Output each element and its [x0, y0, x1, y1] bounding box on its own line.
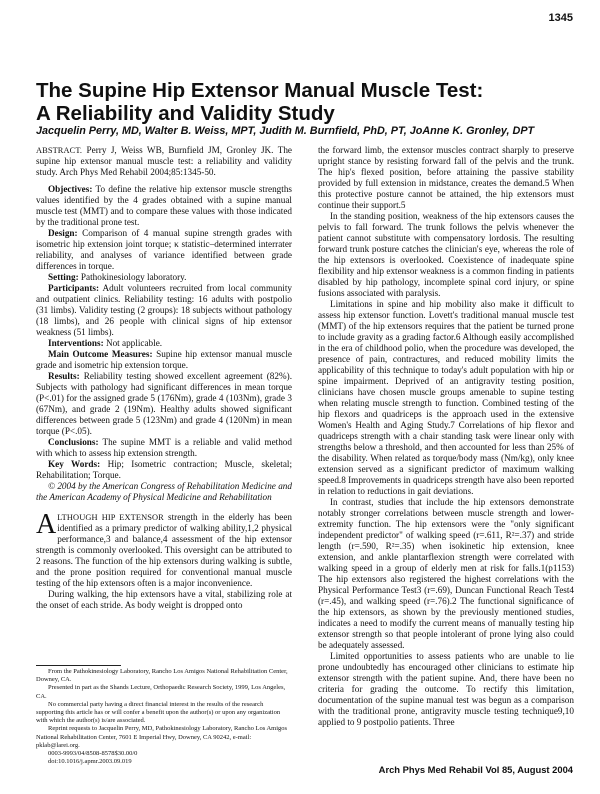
footnote-presented: Presented in part as the Shands Lecture, Orthopaedic Research Society, 1999, Los Angeles, CA. [36, 684, 286, 700]
body-paragraph-4: In contrast, studies that include the hip extensors demonstrate notably stronger correlations between muscle strength and lower-extremity function. The hip extensors were the "only significant independent predictor" of walking speed (r=.611, R²=.37) and stride length (r=.590, R²=.35) when isokinetic hip extension, knee extension, and ankle plantarflexion strength were correlated with walking speed in a group of elderly men at risk for falls.1(p1153) The hip extensors also registered the highest correlations with the Physical Performance Test3 (r=.69), Duncan Functional Reach Test4 (r=.45), and walking speed (r=.76).2 The functional significance of the hip extensors, as shown by the previously mentioned studies, indicates a need to modify the current means of manually testing hip extensor strength so that people intolerant of prone lying also could be adequately assessed. [318, 497, 574, 650]
footnote-affiliation: From the Pathokinesiology Laboratory, Rancho Los Amigos National Rehabilitation Center, Downey, CA. [36, 668, 288, 684]
abstract-citation: ABSTRACT. Perry J, Weiss WB, Burnfield JM, Gronley JK. The supine hip extensor manual muscle test: a reliability and validity study. Arch Phys Med Rehabil 2004;85:1345-50. [36, 145, 292, 177]
intro-paragraph-2: During walking, the hip extensors have a vital, stabilizing role at the onset of each stride. As body weight is dropped onto [36, 589, 292, 610]
abstract-results: Results: Reliability testing showed excellent agreement (82%). Subjects with pathology had significant differences in mean torque (P<.01) for the assigned grade 5 (176Nm), grade 4 (103Nm), grade 3 (67Nm), and grade 2 (19Nm). Healthy adults showed significant differences between grade 5 (123Nm) and grade 4 (120Nm) in mean torque (P<.05). [36, 371, 293, 436]
page-number: 1345 [548, 12, 573, 24]
journal-footer: Arch Phys Med Rehabil Vol 85, August 2004 [378, 764, 573, 775]
left-column [36, 145, 292, 611]
drop-cap: A [36, 509, 57, 540]
right-column [318, 145, 574, 728]
abstract-conclusions: Conclusions: The supine MMT is a reliable and valid method with which to assess hip extension strength. [36, 437, 292, 458]
footnote-divider [36, 665, 121, 666]
author-list: Jacquelin Perry, MD, Walter B. Weiss, MPT, Judith M. Burnfield, PhD, PT, JoAnne K. Gronley, DPT [36, 125, 535, 137]
article-title [36, 79, 576, 125]
abstract-objectives: Objectives: To define the relative hip extensor muscle strengths values identified by the 4 grades obtained with a supine manual muscle test (MMT) and to compare these values with those indicated by the traditional prone test. [36, 184, 292, 227]
title-line-2: A Reliability and Validity Study [36, 102, 335, 125]
abstract-design: Design: Comparison of 4 manual supine strength grades with isometric hip extension joint torque; κ statistic–determined interrater reliability, and analyses of variance identified between grade differences in torque. [36, 228, 293, 271]
abstract-participants: Participants: Adult volunteers recruited from local community and outpatient clinics. Reliability testing: 16 adults with postpolio (31 limbs). Validity testing (2 groups): 18 subjects without pathology (18 limbs), and 26 people with clinical signs of hip extensor weakness (51 limbs). [36, 283, 292, 337]
abstract-outcome-measures: Main Outcome Measures: Supine hip extensor manual muscle grade and isometric hip extension torque. [36, 349, 292, 370]
body-paragraph-1: the forward limb, the extensor muscles contract sharply to preserve upright stance by resisting forward fall of the pelvis and the trunk. The hip's flexed position, before attaining the passive stability provided by full extension in midstance, creates the demand.5 When this protective posture cannot be attained, the hip extensors must continue their support.5 [318, 145, 574, 210]
body-paragraph-2: In the standing position, weakness of the hip extensors causes the pelvis to fall forward. The trunk follows the pelvis whenever the patient cannot substitute with compensatory lordosis. The resulting forward trunk posture catches the clinician's eye, whereas the role of the hip extensors is overlooked. Coexistence of inadequate spine flexibility and hip extensor weakness is a common finding in patients disabled by hip pathology, incomplete spinal cord injury, or spine fusions associated with paralysis. [318, 211, 574, 298]
body-paragraph-5: Limited opportunities to assess patients who are unable to lie prone undoubtedly has encouraged other clinicians to estimate hip extensor strength with the patient supine. And, there have been no criteria for grading the outcome. To rectify this limitation, documentation of the supine manual test was begun as a comparison with the traditional prone, antigravity muscle testing technique9,10 applied to 9 postpolio patients. Three [318, 651, 574, 727]
copyright-notice: © 2004 by the American Congress of Rehabilitation Medicine and the American Academy of Physical Medicine and Rehabilitation [36, 481, 292, 502]
abstract-keywords: Key Words: Hip; Isometric contraction; Muscle, skeletal; Rehabilitation; Torque. [36, 459, 293, 480]
intro-paragraph-1: ALTHOUGH HIP EXTENSOR strength in the elderly has been identified as a primary predictor of walking ability,1,2 physical performance,3 and balance,4 assessment of the hip extensor strength is commonly overlooked. This oversight can be attributed to 2 reasons. The function of the hip extensors during walking is subtle, and the prone position required for conventional manual muscle testing of the hip extensors often is a major inconvenience. [36, 509, 293, 588]
body-paragraph-3: Limitations in spine and hip mobility also make it difficult to assess hip extensor function. Lovett's traditional manual muscle test (MMT) of the hip extensors requires that the patient be turned prone to include gravity as a grading factor.6 Although easily accomplished in the era of childhood polio, when the procedure was developed, the presence of pain, contractures, and reduced mobility limits the applicability of this technique to today's adult population with hip or spine impairment. Deprived of an antigravity testing position, clinicians have chosen muscle groups amenable to supine testing when relating muscle strength to function. Combined testing of the hip flexors and quadriceps is the approach used in the extensive Women's Health and Aging Study.7 Correlations of hip flexor and quadriceps strength with a chair standing task were linear only with strengths below a threshold, and then accounted for less than 25% of the disability. When related as torque/body mass (Nm/kg), only knee extension served as a significant predictor of maximum walking speed.8 Improvements in quadriceps strength have also been reported in relation to reductions in gait deviations. [318, 299, 574, 496]
abstract-setting: Setting: Pathokinesiology laboratory. [48, 272, 187, 282]
footnote-reprints: Reprint requests to Jacquelin Perry, MD, Pathokinesiology Laboratory, Rancho Los Amigos National Rehabilitation Center, 7601 E Imperial Hwy, Downey, CA 90242, e-mail: pklab@larei.org. [36, 725, 288, 749]
footnote-disclosure: No commercial party having a direct financial interest in the results of the research supporting this article has or will confer a benefit upon the author(s) or upon any organization with which the author(s) is/are associated. [36, 700, 281, 725]
footnote-doi: doi:10.1016/j.apmr.2003.09.019 [48, 758, 132, 766]
abstract-interventions: Interventions: Not applicable. [48, 338, 163, 348]
footnotes [36, 668, 292, 766]
footnote-issn: 0003-9993/04/8508-8578$30.00/0 [48, 750, 138, 758]
title-line-1: The Supine Hip Extensor Manual Muscle Test: [36, 79, 484, 102]
